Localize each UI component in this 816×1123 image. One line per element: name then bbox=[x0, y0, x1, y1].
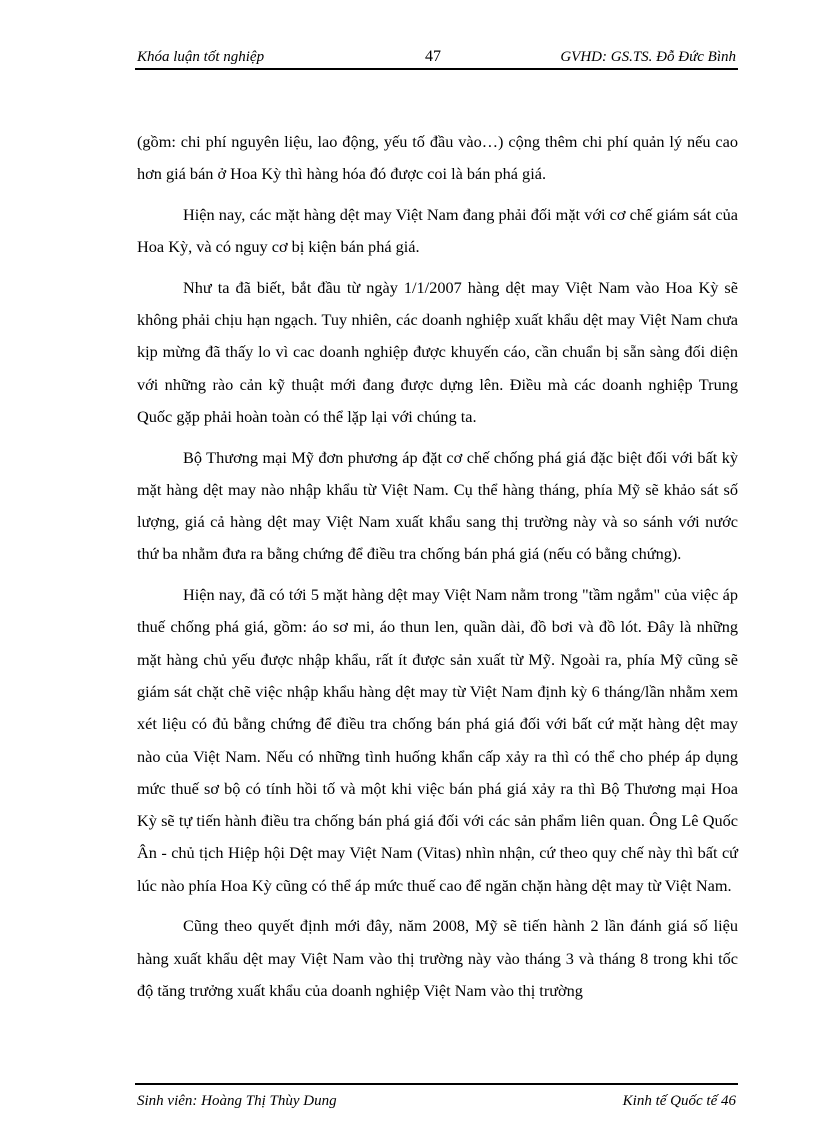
footer-student-name: Sinh viên: Hoàng Thị Thùy Dung bbox=[137, 1093, 337, 1109]
header-thesis-title: Khóa luận tốt nghiệp bbox=[137, 49, 265, 65]
header-supervisor: GVHD: GS.TS. Đỗ Đức Bình bbox=[560, 49, 736, 65]
paragraph-6: Cũng theo quyết định mới đây, năm 2008, Mỹ sẽ tiến hành 2 lần đánh giá số liệu hàng xuất khẩu dệt may Việt Nam vào thị trường này vào tháng 3 và tháng 8 trong khi tốc độ tăng trưởng xuất khẩu của doanh nghiệp Việt Nam vào thị trường bbox=[137, 916, 738, 1000]
paragraph-3: Như ta đã biết, bắt đầu từ ngày 1/1/2007 hàng dệt may Việt Nam vào Hoa Kỳ sẽ không phải chịu hạn ngạch. Tuy nhiên, các doanh nghiệp xuất khẩu dệt may Việt Nam chưa kịp mừng đã thấy lo vì cac doanh nghiệp được khuyến cáo, cần chuẩn bị sẵn sàng đối diện với những rào cản kỹ thuật mới đang được dựng lên. Điều mà các doanh nghiệp Trung Quốc gặp phải hoàn toàn có thể lặp lại với chúng ta. bbox=[137, 277, 738, 426]
header-page-number: 47 bbox=[425, 48, 441, 65]
paragraph-5: Hiện nay, đã có tới 5 mặt hàng dệt may Việt Nam nằm trong "tầm ngắm" của việc áp thuế chống phá giá, gồm: áo sơ mi, áo thun len, quần dài, đồ bơi và đồ lót. Đây là những mặt hàng chủ yếu được nhập khẩu, rất ít được sản xuất từ Mỹ. Ngoài ra, phía Mỹ cũng sẽ giám sát chặt chẽ việc nhập khẩu hàng dệt may từ Việt Nam định kỳ 6 tháng/lần nhằm xem xét liệu có đủ bằng chứng để điều tra chống bán phá giá đối với bất cứ mặt hàng dệt may nào của Việt Nam. Nếu có những tình huống khẩn cấp xảy ra thì có thể cho phép áp dụng mức thuế sơ bộ có tính hồi tố và một khi việc bán phá giá xảy ra thì Bộ Thương mại Hoa Kỳ sẽ tự tiến hành điều tra chống bán phá giá đối với các sản phẩm liên quan. Ông Lê Quốc Ân - chủ tịch Hiệp hội Dệt may Việt Nam (Vitas) nhìn nhận, cứ theo quy chế này thì bất cứ lúc nào phía Hoa Kỳ cũng có thể áp mức thuế cao để ngăn chặn hàng dệt may từ Việt Nam. bbox=[137, 585, 738, 895]
paragraph-2: Hiện nay, các mặt hàng dệt may Việt Nam đang phải đối mặt với cơ chế giám sát của Hoa Kỳ, và có nguy cơ bị kiện bán phá giá. bbox=[137, 204, 738, 257]
page-header bbox=[135, 46, 738, 70]
body-text bbox=[137, 126, 738, 1016]
page-footer bbox=[135, 1083, 738, 1113]
paragraph-4: Bộ Thương mại Mỹ đơn phương áp đặt cơ chế chống phá giá đặc biệt đối với bất kỳ mặt hàng dệt may nào nhập khẩu từ Việt Nam. Cụ thể hàng tháng, phía Mỹ sẽ khảo sát số lượng, giá cả hàng dệt may Việt Nam xuất khẩu sang thị trường này và so sánh với nước thứ ba nhằm đưa ra bằng chứng để điều tra chống bán phá giá (nếu có bằng chứng). bbox=[137, 447, 738, 564]
footer-class: Kinh tế Quốc tế 46 bbox=[622, 1093, 736, 1109]
paragraph-1: (gồm: chi phí nguyên liệu, lao động, yếu tố đầu vào…) cộng thêm chi phí quản lý nếu cao hơn giá bán ở Hoa Kỳ thì hàng hóa đó được coi là bán phá giá. bbox=[137, 132, 738, 184]
